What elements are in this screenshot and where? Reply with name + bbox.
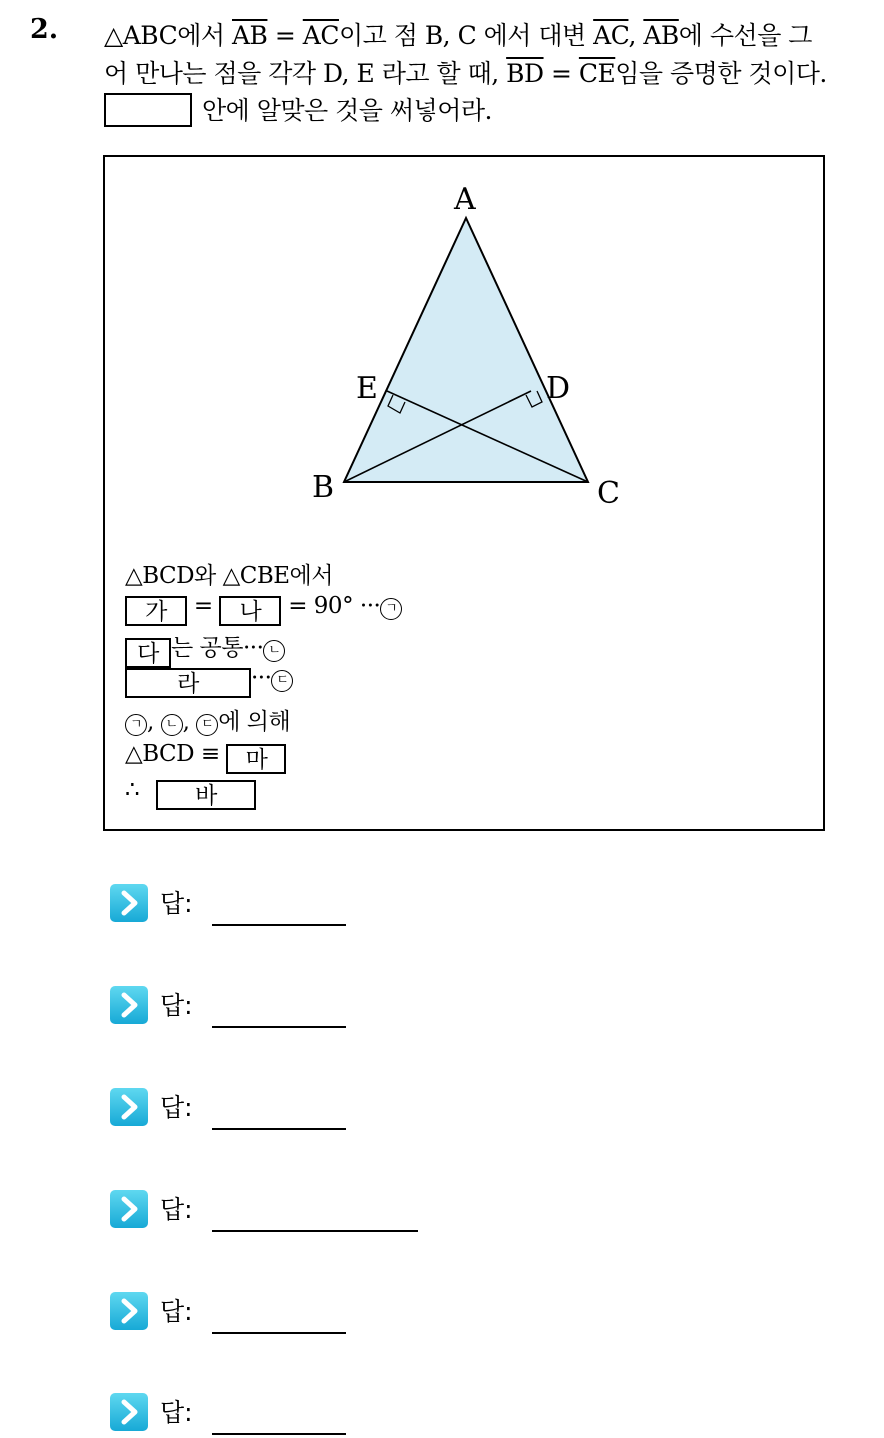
answer-row [110,1088,193,1128]
proof-line-6: △BCD ≡ 마 [125,741,286,774]
answer-input-line[interactable] [212,1230,418,1232]
answer-input-line[interactable] [212,1332,346,1334]
question-number: 2. [30,14,59,45]
circle-giyeok-ref: ㄱ [125,714,147,736]
question-line-3: 안에 알맞은 것을 써넣어라. [104,91,492,127]
answer-row [110,1292,193,1332]
answer-row [110,986,193,1026]
answer-label: 답: [160,1195,193,1224]
proof-figure-box [103,155,825,831]
triangle-abc [344,218,588,482]
question-line-2: 어 만나는 점을 각각 D, E 라고 할 때, $\overline{BD} = \overline{CE}$임을 증명한 것이다. [104,59,827,88]
circle-nieun-ref: ㄴ [161,714,183,736]
answer-label: 답: [160,1297,193,1326]
answer-input-line[interactable] [212,1433,346,1435]
proof-line-5: ㄱ , ㄴ , ㄷ 에 의해 [125,703,290,736]
proof-line-2: 가 = 나 = 90° ··· ㄱ [125,593,402,626]
empty-blank-box [104,93,192,127]
label-e: E [356,371,378,406]
proof-line-3: 다 는 공통··· ㄴ [125,629,285,668]
question-line-1: △ABC에서 $\overline{AB} = \overline{AC}$이고 점 B, C 에서 대변 $\overline{AC}$, $\overline{AB}$에 수선을 그 [104,21,812,50]
circle-giyeok: ㄱ [380,598,402,620]
blank-ma: 마 [226,744,286,774]
circle-nieun: ㄴ [263,640,285,662]
chevron-right-icon [110,1088,148,1126]
blank-na: 나 [219,596,281,626]
answer-row [110,884,193,924]
label-c: C [597,476,620,511]
answer-input-line[interactable] [212,1128,346,1130]
answer-row [110,1190,193,1230]
circle-digeut: ㄷ [271,670,293,692]
label-a: A [454,182,476,217]
chevron-right-icon [110,1190,148,1228]
answer-label: 답: [160,889,193,918]
chevron-right-icon [110,986,148,1024]
answer-label: 답: [160,1398,193,1427]
label-d: D [546,371,571,406]
answer-input-line[interactable] [212,924,346,926]
answer-row [110,1393,193,1433]
answer-label: 답: [160,1093,193,1122]
chevron-right-icon [110,884,148,922]
answer-label: 답: [160,991,193,1020]
chevron-right-icon [110,1292,148,1330]
answer-input-line[interactable] [212,1026,346,1028]
blank-da: 다 [125,638,171,668]
label-b: B [312,470,335,505]
blank-ba: 바 [156,780,256,810]
proof-line-1: △BCD와 △CBE에서 [125,563,333,589]
blank-ga: 가 [125,596,187,626]
proof-line-4: 라 ··· ㄷ [125,665,293,698]
proof-line-7: ∴ 바 [125,777,256,810]
chevron-right-icon [110,1393,148,1431]
circle-digeut-ref: ㄷ [196,714,218,736]
blank-ra: 라 [125,668,251,698]
